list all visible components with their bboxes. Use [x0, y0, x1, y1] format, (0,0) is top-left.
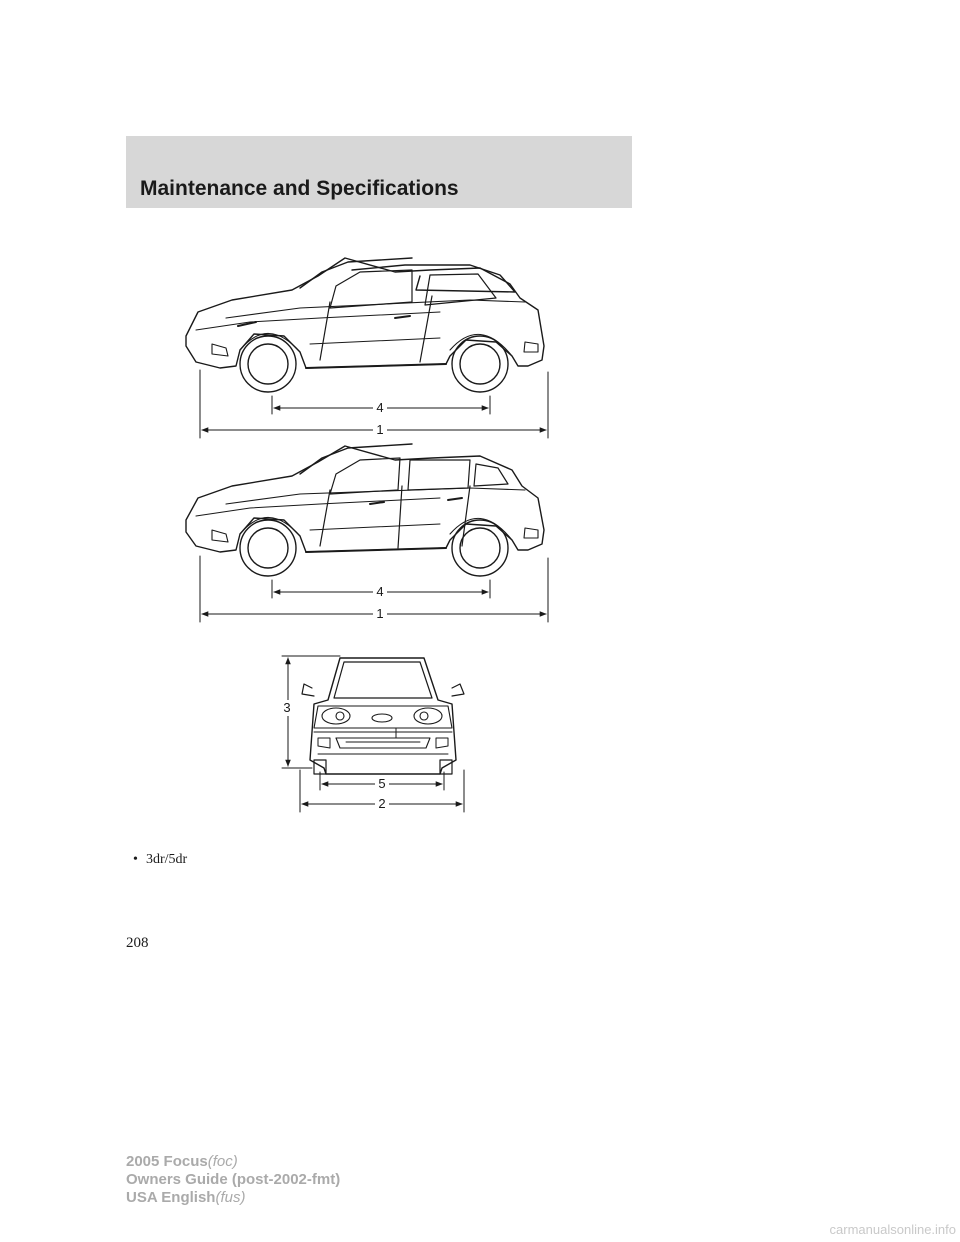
section-title: Maintenance and Specifications [140, 177, 459, 200]
bullet-symbol: • [133, 852, 138, 867]
footer-line-guide [126, 1171, 340, 1189]
dim-label-length-5dr: 1 [376, 606, 384, 621]
bullet-text: 3dr/5dr [146, 852, 188, 867]
watermark: carmanualsonline.info [829, 1222, 956, 1237]
dim-label-wheelbase-3dr: 4 [376, 400, 384, 415]
page-number: 208 [126, 935, 149, 951]
dim-label-width: 2 [378, 796, 386, 811]
dimension-lines-front [280, 656, 464, 812]
dim-label-length-3dr: 1 [376, 422, 384, 437]
car-side-5dr [186, 444, 544, 576]
dim-label-height: 3 [283, 700, 291, 715]
footer-info [126, 1153, 340, 1207]
dim-label-track: 5 [378, 776, 386, 791]
footer-model: 2005 Focus [126, 1153, 208, 1170]
car-front-view [302, 658, 464, 774]
bullet-item [133, 852, 187, 868]
dimension-lines-5dr [200, 556, 548, 622]
footer-model-code: (foc) [207, 1153, 238, 1170]
footer-language-code: (fus) [215, 1189, 246, 1206]
footer-line-language [126, 1189, 340, 1207]
car-side-3dr [186, 258, 544, 392]
dim-label-wheelbase-5dr: 4 [376, 584, 384, 599]
footer-line-model [126, 1153, 340, 1171]
dimension-lines-3dr [200, 370, 548, 438]
footer-language: USA English [126, 1189, 216, 1206]
footer-guide: Owners Guide (post-2002-fmt) [126, 1171, 341, 1188]
